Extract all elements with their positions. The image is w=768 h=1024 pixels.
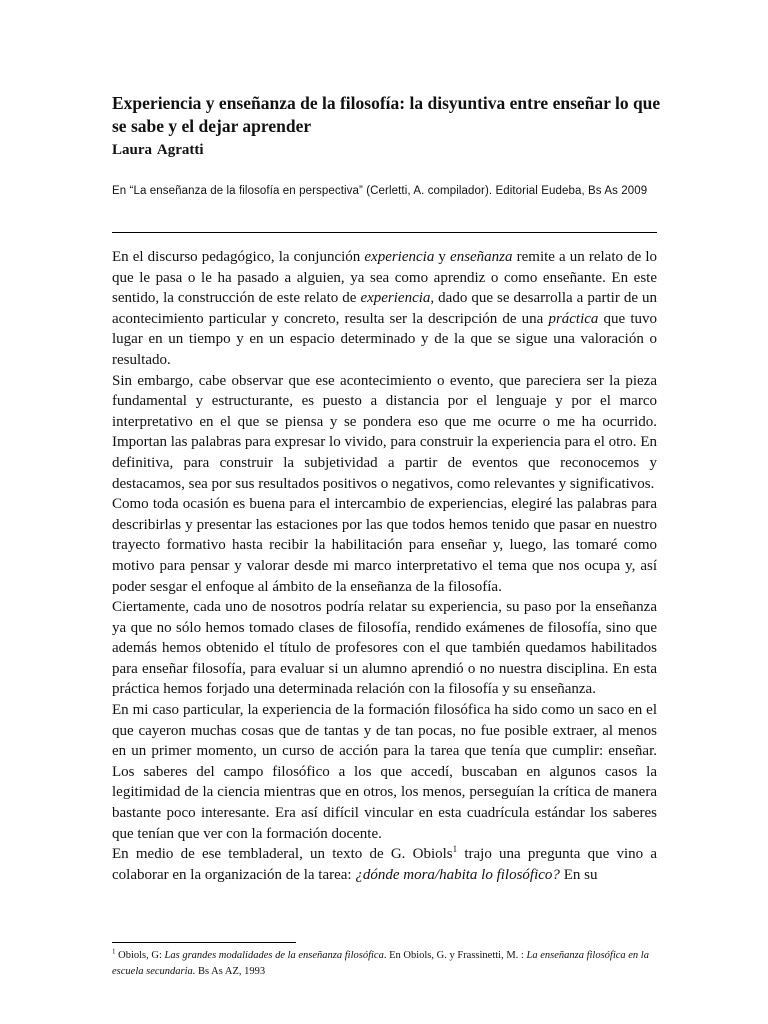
footnote-divider	[112, 942, 296, 943]
footnote	[112, 948, 657, 980]
text-span: remite a un relato de lo que le pasa o le ha pasado a alguien, ya sea como aprendiz o como enseñante. En este sentido, la construcción de este relato de	[112, 249, 657, 307]
source-citation: En “La enseñanza de la filosofía en perspectiva” (Cerletti, A. compilador). Editorial Eudeba, Bs As 2009	[112, 185, 648, 197]
body-text	[112, 247, 657, 885]
paragraph-3: Como toda ocasión es buena para el intercambio de experiencias, elegiré las palabras para describirlas y presentar las estaciones por las que todos hemos tenido que pasar en nuestro trayecto formativo hasta recibir la habilitación para enseñar y, luego, las tomaré como motivo para pensar y valorar desde mi marco interpretativo el tema que nos ocupa y, así poder sesgar el enfoque al ámbito de la enseñanza de la filosofía.	[112, 496, 657, 595]
footnote-number: 1	[112, 947, 116, 956]
text-span: Bs As AZ, 1993	[195, 966, 266, 977]
italic-title: La enseñanza filosófica en la escuela secundaria.	[112, 950, 649, 977]
text-span: que tuvo lugar en un tiempo y en un espacio determinado y de la que se sigue una valoración o resultado.	[112, 310, 658, 368]
text-span: En el discurso pedagógico, la conjunción	[112, 249, 365, 265]
text-span: . En Obiols, G. y Frassinetti, M. :	[383, 950, 527, 961]
paragraph-6	[112, 844, 657, 885]
document-title: Experiencia y enseñanza de la filosofía: la disyuntiva entre enseñar lo que se sabe y el dejar aprender	[112, 93, 661, 136]
italic-term: práctica	[548, 310, 599, 327]
italic-question: ¿dónde mora/habita lo filosófico?	[355, 866, 560, 883]
text-span: En su	[559, 866, 598, 883]
text-span: y	[434, 249, 451, 265]
text-span: En medio de ese tembladeral, un texto de G. Obiols	[112, 846, 453, 863]
italic-term: experiencia	[364, 249, 435, 265]
author-name: Laura Agratti	[112, 142, 204, 158]
italic-term: enseñanza	[450, 249, 513, 265]
paragraph-1	[112, 247, 657, 371]
paragraph-5: En mi caso particular, la experiencia de la formación filosófica ha sido como un saco en el que cayeron muchas cosas que de tantas y de tan pocas, no fue posible extraer, al menos en un primer momento, un curso de acción para la tarea que tenía que cumplir: enseñar. Los saberes del campo filosófico a los que accedí, buscaban en algunos casos la legitimidad de la ciencia mientras que en otros, los menos, perseguían la crítica de manera bastante poco interesante. Era así difícil vincular en esta cuadrícula estándar los saberes que tenían que ver con la formación docente.	[112, 702, 657, 842]
text-span: Obiols, G:	[115, 950, 165, 961]
paragraph-2: Sin embargo, cabe observar que ese acontecimiento o evento, que pareciera ser la pieza fundamental y estructurante, es puesto a distancia por el lenguaje y por el marco interpretativo en el que se piensa y se pondera eso que me ocurre o me ha ocurrido. Importan las palabras para expresar lo vivido, para construir la experiencia para el otro. En definitiva, para construir la subjetividad a partir de eventos que reconocemos y destacamos, sea por sus resultados positivos o negativos, como relevantes y significativos.	[112, 372, 657, 492]
text-span: , dado que se desarrolla a partir de un acontecimiento particular y concreto, resulta ser la descripción de una	[112, 290, 658, 327]
paragraph-4: Ciertamente, cada uno de nosotros podría relatar su experiencia, su paso por la enseñanza ya que no sólo hemos tomado clases de filosofía, rendido exámenes de filosofía, sino que además hemos obtenido el título de profesores con el que también quedamos habilitados para enseñar filosofía, para evaluar si un alumno aprendió o no nuestra disciplina. En esta práctica hemos forjado una determinada relación con la filosofía y su enseñanza.	[112, 599, 657, 698]
italic-title: Las grandes modalidades de la enseñanza filosófica	[164, 950, 384, 961]
header-divider	[112, 232, 657, 233]
text-span: trajo una pregunta que vino a colaborar en la organización de la tarea:	[112, 846, 658, 883]
italic-term: experiencia	[360, 290, 431, 307]
footnote-reference: 1	[452, 844, 458, 855]
